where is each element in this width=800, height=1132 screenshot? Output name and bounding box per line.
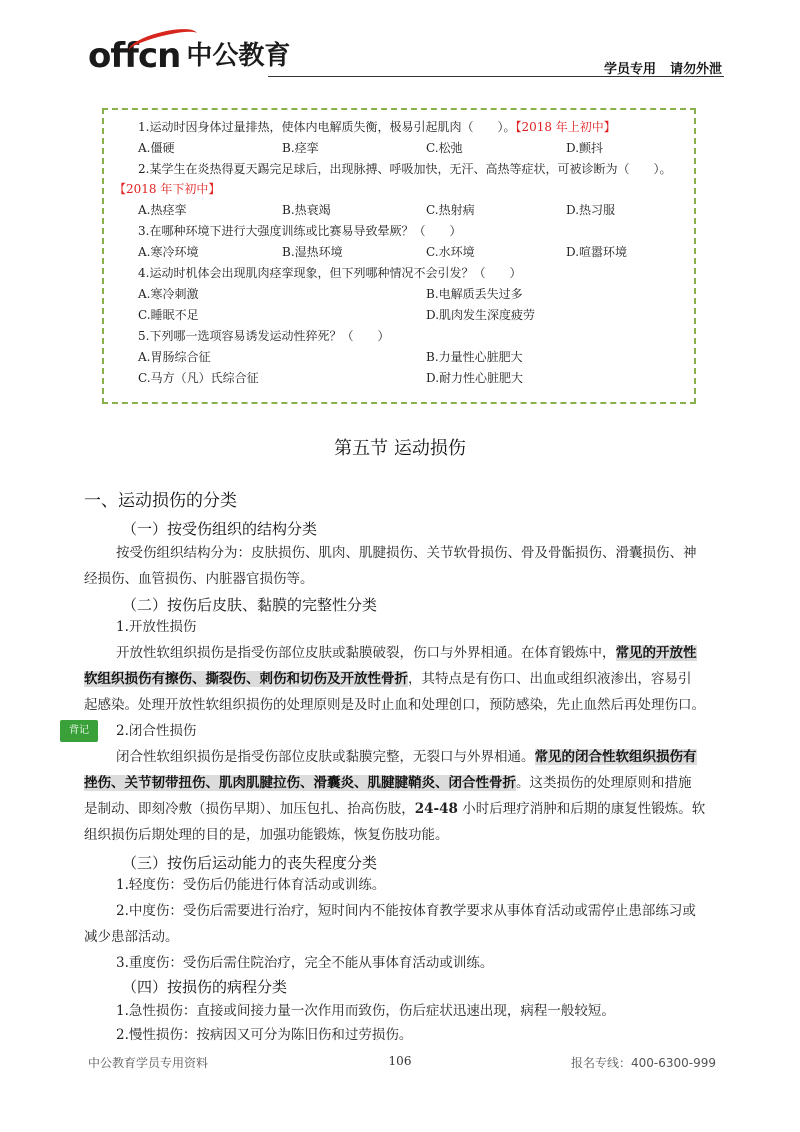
q3-option-a: A.寒冷环境 bbox=[138, 245, 199, 259]
closed-text-1: 闭合性软组织损伤是指受伤部位皮肤或黏膜完整，无裂口与外界相通。 bbox=[116, 749, 535, 765]
closed-highlight-2: 挫伤、关节韧带扭伤、肌肉肌腱拉伤、滑囊炎、肌腱腱鞘炎、闭合性骨折 bbox=[84, 775, 516, 791]
open-highlight-2: 软组织损伤有擦伤、撕裂伤、刺伤和切伤及开放性骨折 bbox=[84, 671, 408, 687]
q3-option-d: D.喧嚣环境 bbox=[566, 245, 628, 259]
paragraph-open-line-1 bbox=[116, 640, 697, 666]
subheading-by-tissue-structure: （一）按受伤组织的结构分类 bbox=[122, 520, 318, 538]
q1-option-b: B.痉挛 bbox=[282, 141, 319, 155]
q1-option-a: A.僵硬 bbox=[138, 141, 175, 155]
practice-questions-box bbox=[102, 108, 696, 404]
q2-option-d: D.热习服 bbox=[566, 203, 616, 217]
memorize-badge: 背记 bbox=[60, 720, 98, 742]
closed-highlight-1: 常见的闭合性软组织损伤有 bbox=[534, 749, 697, 765]
paragraph-closed-line-1 bbox=[116, 744, 697, 770]
q3-option-c: C.水环境 bbox=[426, 245, 475, 259]
q2-option-c: C.热射病 bbox=[426, 203, 475, 217]
paragraph-closed-line-2 bbox=[84, 770, 692, 796]
item-acute-injury: 1.急性损伤：直接或间接力量一次作用而致伤，伤后症状迅速出现，病程一般较短。 bbox=[116, 1003, 615, 1019]
header-notice bbox=[604, 58, 722, 77]
subheading-by-skin-integrity: （二）按伤后皮肤、黏膜的完整性分类 bbox=[122, 596, 378, 614]
q4-option-c: C.睡眠不足 bbox=[138, 308, 199, 322]
footer-hotline: 报名专线：400-6300-999 bbox=[570, 1056, 716, 1070]
subheading-by-course: （四）按损伤的病程分类 bbox=[122, 978, 288, 996]
closed-text-2: 。这类损伤的处理原则和措施 bbox=[516, 775, 692, 791]
q1-option-d: D.颤抖 bbox=[566, 141, 604, 155]
paragraph-closed-line-3 bbox=[84, 796, 705, 822]
paragraph-tissue-line-1: 按受伤组织结构分为：皮肤损伤、肌肉、肌腱损伤、关节软骨损伤、骨及骨骺损伤、滑囊损伤、神 bbox=[116, 545, 697, 561]
paragraph-tissue-line-2: 经损伤、血管损伤、内脏器官损伤等。 bbox=[84, 571, 314, 587]
open-highlight-1: 常见的开放性 bbox=[615, 645, 697, 661]
label-open-injury: 1.开放性损伤 bbox=[116, 619, 197, 635]
paragraph-open-line-3: 起感染。处理开放性软组织损伤的处理原则是及时止血和处理创口，预防感染，先止血然后再处理伤口。 bbox=[84, 697, 705, 713]
q5-option-b: B.力量性心脏肥大 bbox=[426, 350, 523, 364]
open-text-2: ，其特点是有伤口、出血或组织液渗出，容易引 bbox=[408, 671, 692, 687]
q4-option-d: D.肌肉发生深度疲劳 bbox=[426, 308, 536, 322]
question-2-exam-tag: 【2018 年下初中】 bbox=[114, 182, 221, 196]
q4-option-b: B.电解质丢失过多 bbox=[426, 287, 523, 301]
subheading-by-ability-loss: （三）按伤后运动能力的丧失程度分类 bbox=[122, 854, 378, 872]
page-number: 106 bbox=[388, 1054, 412, 1068]
header-label-do-not-distribute: 请勿外泄 bbox=[669, 62, 722, 77]
item-moderate-injury-line-2: 减少患部活动。 bbox=[84, 929, 179, 945]
paragraph-open-line-2 bbox=[84, 666, 692, 692]
section-title: 第五节 运动损伤 bbox=[334, 438, 466, 459]
logo-latin-text: offcn bbox=[88, 36, 181, 76]
question-2-text: 2.某学生在炎热得夏天踢完足球后，出现脉搏、呼吸加快，无汗、高热等症状，可被诊断为（ ）。 bbox=[138, 162, 672, 176]
closed-text-3: 是制动、即刻冷敷（损伤早期）、加压包扎、抬高伤肢， bbox=[84, 801, 415, 817]
closed-text-4: 小时后理疗消肿和后期的康复性锻炼。软 bbox=[457, 801, 706, 817]
footer-left: 中公教育学员专用资料 bbox=[88, 1056, 209, 1070]
q2-option-a: A.热痉挛 bbox=[138, 203, 187, 217]
q1-option-c: C.松弛 bbox=[426, 141, 463, 155]
q5-option-c: C.马方（凡）氏综合征 bbox=[138, 371, 259, 385]
question-1-exam-tag: 【2018 年上初中】 bbox=[515, 120, 616, 134]
heading-injury-classification: 一、运动损伤的分类 bbox=[84, 491, 237, 511]
q5-option-d: D.耐力性心脏肥大 bbox=[426, 371, 524, 385]
item-mild-injury: 1.轻度伤：受伤后仍能进行体育活动或训练。 bbox=[116, 877, 386, 893]
item-moderate-injury-line-1: 2.中度伤：受伤后需要进行治疗，短时间内不能按体育教学要求从事体育活动或需停止患部练习或 bbox=[116, 903, 696, 919]
offcn-logo bbox=[88, 36, 290, 76]
question-1 bbox=[138, 118, 616, 136]
question-1-text: 1.运动时因身体过量排热，使体内电解质失衡，极易引起肌肉（ ）。 bbox=[138, 120, 516, 134]
q5-option-a: A.胃肠综合征 bbox=[138, 350, 211, 364]
page-header bbox=[88, 36, 724, 82]
header-label-students-only: 学员专用 bbox=[603, 62, 656, 77]
question-4-text: 4.运动时机体会出现肌肉痉挛现象，但下列哪种情况不会引发？（ ） bbox=[138, 266, 522, 280]
q4-option-a: A.寒冷刺激 bbox=[138, 287, 199, 301]
label-closed-injury: 2.闭合性损伤 bbox=[116, 723, 197, 739]
item-chronic-injury: 2.慢性损伤：按病因又可分为陈旧伤和过劳损伤。 bbox=[116, 1027, 413, 1043]
open-text-1: 开放性软组织损伤是指受伤部位皮肤或黏膜破裂，伤口与外界相通。在体育锻炼中， bbox=[116, 645, 616, 661]
q2-option-b: B.热衰竭 bbox=[282, 203, 331, 217]
item-severe-injury: 3.重度伤：受伤后需住院治疗，完全不能从事体育活动或训练。 bbox=[116, 955, 494, 971]
closed-hours-bold: 24-48 bbox=[414, 801, 458, 817]
paragraph-closed-line-4: 组织损伤后期处理的目的是，加强功能锻炼，恢复伤肢功能。 bbox=[84, 827, 449, 843]
q3-option-b: B.湿热环境 bbox=[282, 245, 343, 259]
question-5-text: 5.下列哪一选项容易诱发运动性猝死？（ ） bbox=[138, 329, 390, 343]
question-3-text: 3.在哪种环境下进行大强度训练或比赛易导致晕厥？（ ） bbox=[138, 224, 462, 238]
logo-chinese-text: 中公教育 bbox=[186, 41, 291, 71]
